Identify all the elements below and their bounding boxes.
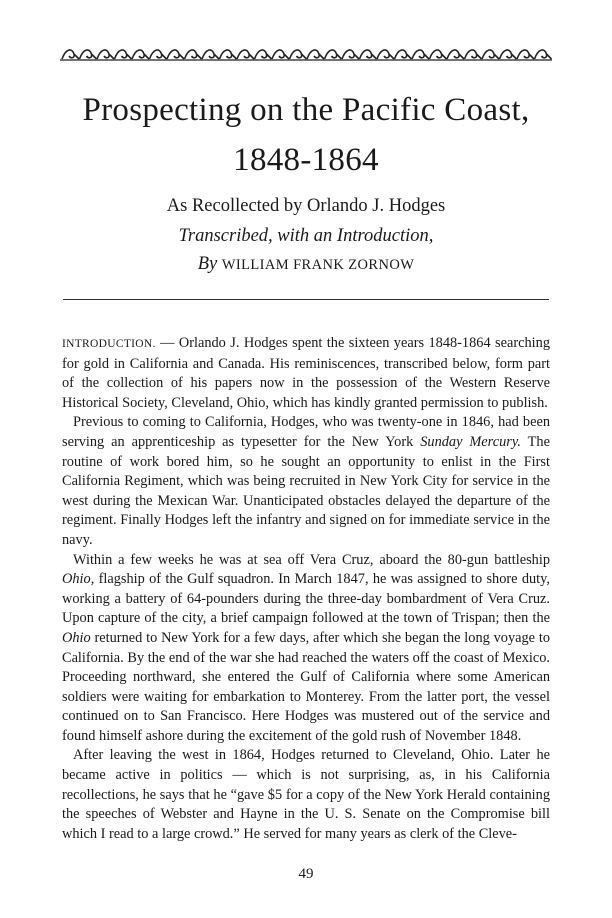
recollected-by: As Recollected by Orlando J. Hodges [166, 196, 446, 216]
author-name: WILLIAM FRANK ZORNOW [221, 257, 415, 273]
paragraph-2: Previous to coming to California, Hodges, who was twenty-one in 1846, had been serving an apprenticeship as typesetter for the New York Sunday Mercury. The routine of work bored him, so he sought an opportunity to enlist in the First California Regiment, which was being recruited in New York City for service in the west during the Mexican War. Unanticipated obstacles delayed the departure of the regiment. Finally Hodges left the infantry and signed on for immediate service in the navy. [62, 414, 550, 548]
header-divider [63, 299, 549, 300]
article-date-range: 1848-1864 [233, 142, 379, 178]
byline-by: By [197, 254, 218, 274]
paragraph-4: After leaving the west in 1864, Hodges returned to Cleveland, Ohio. Later he became active in politics — which is not surprising, as, in his California recollections, he says that he “gave $5 for a copy of the New York Herald containing the speeches of Webster and Hayne in the U. S. Senate on the Compromise bill which I read to a large crowd.” He served for many years as clerk of the Cleve- [62, 747, 550, 842]
introduction-label: INTRODUCTION. [62, 338, 156, 350]
newspaper-title: Sunday Mercury. [420, 433, 522, 450]
transcribed-note: Transcribed, with an Introduction, [178, 226, 434, 246]
article-title: Prospecting on the Pacific Coast, [82, 92, 530, 128]
page-number: 49 [298, 866, 314, 882]
decorative-wave-border-icon [60, 44, 552, 64]
ship-name: Ohio [62, 629, 91, 646]
article-body [62, 334, 550, 844]
paragraph-1: INTRODUCTION. — Orlando J. Hodges spent the sixteen years 1848-1864 searching for gold in California and Canada. His reminiscences, transcribed below, form part of the collection of his papers now in the possession of the Western Reserve Historical Society, Cleveland, Ohio, which has kindly granted permission to publish. [62, 335, 550, 411]
byline [0, 254, 612, 275]
ship-name: Ohio, [62, 571, 95, 588]
paragraph-3: Within a few weeks he was at sea off Vera Cruz, aboard the 80-gun battleship Ohio, flagship of the Gulf squadron. In March 1847, he was assigned to shore duty, working a battery of 64-pounders during the three-day bombardment of Vera Cruz. Upon capture of the city, a brief campaign followed at the town of Trispan; then the Ohio returned to New York for a few days, after which she began the long voyage to California. By the end of the war she had reached the waters off the coast of Mexico. Proceeding northward, she entered the Gulf of California where some American soldiers were waiting for embarkation to Monterey. From the latter port, the vessel continued on to San Francisco. Here Hodges was mustered out of the service and found himself ashore during the excitement of the gold rush of November 1848. [62, 551, 550, 744]
